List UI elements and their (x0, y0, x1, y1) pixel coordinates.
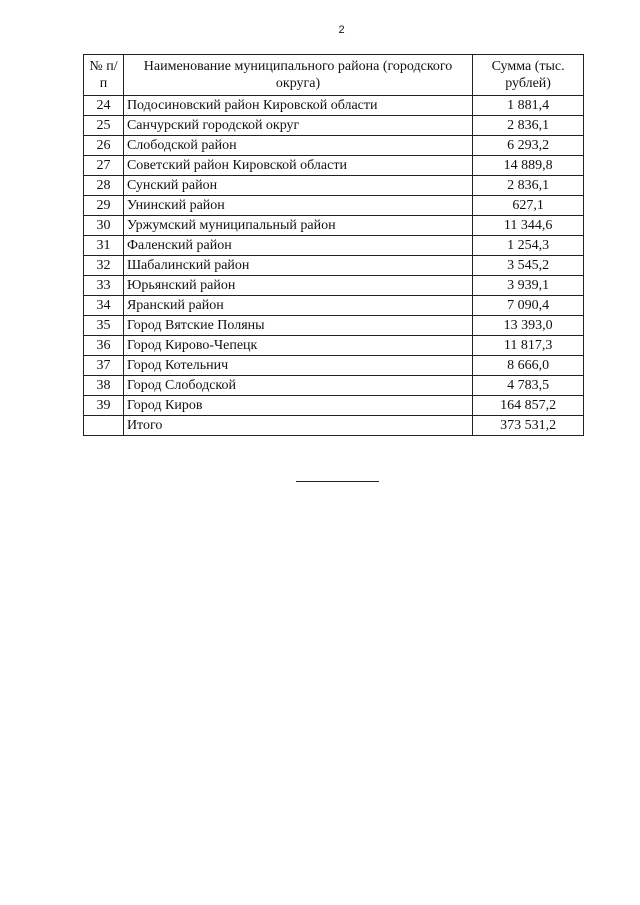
table-row (84, 96, 584, 116)
table-row (84, 356, 584, 376)
row-sum: 6 293,2 (473, 136, 584, 156)
row-num: 37 (84, 356, 124, 376)
row-name: Советский район Кировской области (123, 156, 472, 176)
table-row (84, 176, 584, 196)
row-name: Уржумский муниципальный район (123, 216, 472, 236)
row-sum: 3 545,2 (473, 256, 584, 276)
table-row (84, 376, 584, 396)
row-sum: 1 254,3 (473, 236, 584, 256)
row-name: Сунский район (123, 176, 472, 196)
header-num (84, 55, 124, 96)
row-name: Фаленский район (123, 236, 472, 256)
row-num: 26 (84, 136, 124, 156)
table-row (84, 196, 584, 216)
table-row (84, 336, 584, 356)
row-name: Подосиновский район Кировской области (123, 96, 472, 116)
total-num (84, 416, 124, 436)
total-row (84, 416, 584, 436)
row-num: 34 (84, 296, 124, 316)
table-row (84, 316, 584, 336)
row-name: Город Киров (123, 396, 472, 416)
total-label: Итого (123, 416, 472, 436)
row-sum: 164 857,2 (473, 396, 584, 416)
row-sum: 4 783,5 (473, 376, 584, 396)
table-row (84, 396, 584, 416)
header-name (123, 55, 472, 96)
header-num-label: № п/п (89, 59, 118, 91)
row-num: 32 (84, 256, 124, 276)
allocation-table (83, 54, 584, 436)
row-num: 25 (84, 116, 124, 136)
row-num: 28 (84, 176, 124, 196)
row-num: 33 (84, 276, 124, 296)
row-num: 27 (84, 156, 124, 176)
table-body (84, 96, 584, 436)
row-sum: 2 836,1 (473, 116, 584, 136)
table-row (84, 156, 584, 176)
row-num: 36 (84, 336, 124, 356)
row-sum: 14 889,8 (473, 156, 584, 176)
row-sum: 1 881,4 (473, 96, 584, 116)
row-name: Город Кирово-Чепецк (123, 336, 472, 356)
row-name: Санчурский городской округ (123, 116, 472, 136)
row-name: Шабалинский район (123, 256, 472, 276)
row-num: 35 (84, 316, 124, 336)
row-sum: 11 817,3 (473, 336, 584, 356)
table-row (84, 276, 584, 296)
row-num: 38 (84, 376, 124, 396)
row-name: Город Вятские Поляны (123, 316, 472, 336)
separator-line (296, 481, 379, 482)
row-num: 29 (84, 196, 124, 216)
row-num: 39 (84, 396, 124, 416)
header-sum (473, 55, 584, 96)
row-sum: 627,1 (473, 196, 584, 216)
row-sum: 7 090,4 (473, 296, 584, 316)
table-row (84, 116, 584, 136)
total-sum: 373 531,2 (473, 416, 584, 436)
row-sum: 13 393,0 (473, 316, 584, 336)
table-row (84, 216, 584, 236)
row-sum: 2 836,1 (473, 176, 584, 196)
row-name: Яранский район (123, 296, 472, 316)
row-name: Юрьянский район (123, 276, 472, 296)
header-sum-label: Сумма (тыс. рублей) (491, 59, 565, 91)
header-name-label: Наименование муниципального района (городского округа) (143, 59, 453, 91)
table-row (84, 136, 584, 156)
row-name: Унинский район (123, 196, 472, 216)
row-name: Город Котельнич (123, 356, 472, 376)
table-header-row (84, 55, 584, 96)
row-sum: 8 666,0 (473, 356, 584, 376)
row-num: 31 (84, 236, 124, 256)
row-name: Город Слободской (123, 376, 472, 396)
row-sum: 3 939,1 (473, 276, 584, 296)
table-row (84, 236, 584, 256)
table-row (84, 256, 584, 276)
row-sum: 11 344,6 (473, 216, 584, 236)
row-num: 24 (84, 96, 124, 116)
table-row (84, 296, 584, 316)
row-num: 30 (84, 216, 124, 236)
page-number: 2 (338, 24, 345, 36)
row-name: Слободской район (123, 136, 472, 156)
